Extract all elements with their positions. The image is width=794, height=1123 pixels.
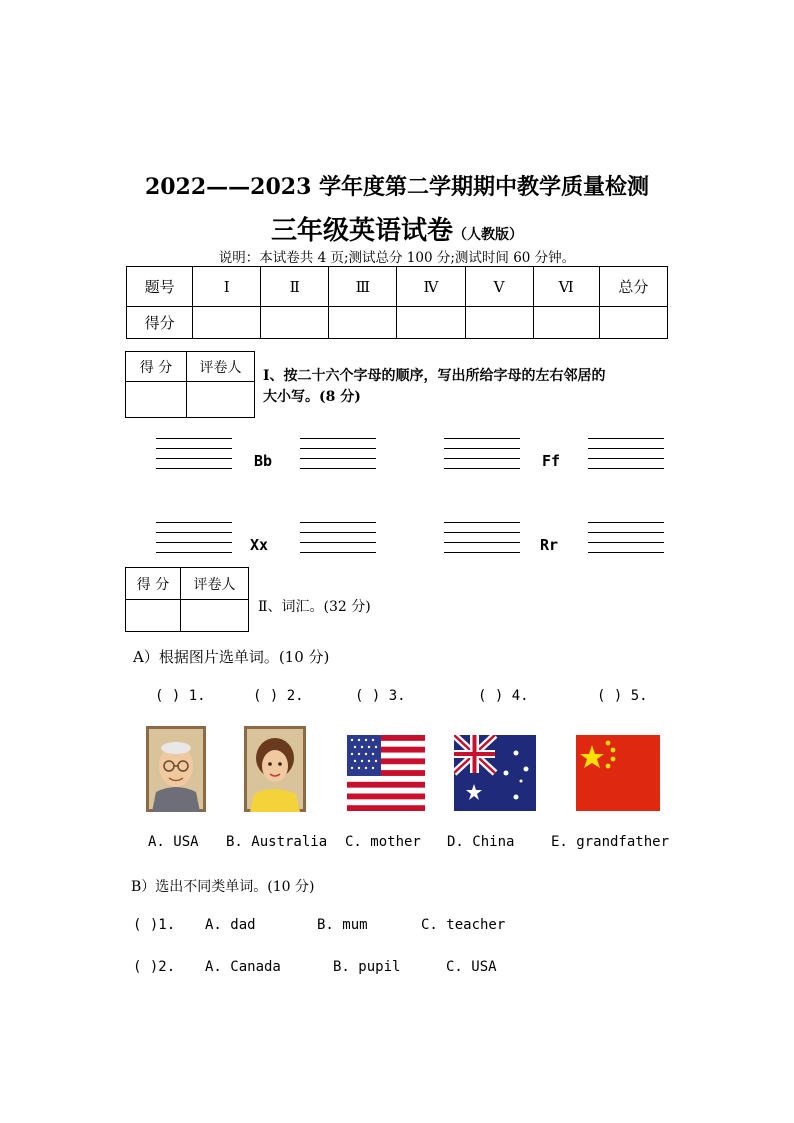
score-table-header-row	[127, 267, 668, 307]
exam-title: 2022——2023 学年度第二学期期中教学质量检测	[144, 174, 650, 200]
grader-score-cell[interactable]	[126, 600, 181, 632]
partB-q1-option-a: A. dad	[205, 917, 256, 933]
score-cell-4: Ⅳ	[397, 267, 465, 307]
letter-rr: Rr	[540, 536, 559, 554]
option-b: B. Australia	[226, 834, 328, 850]
writing-lines-left-bb[interactable]	[156, 438, 232, 472]
letter-ff: Ff	[542, 452, 561, 470]
australia-flag-icon	[454, 735, 536, 811]
letter-xx: Xx	[250, 536, 269, 554]
partB-q1-option-b: B. mum	[317, 917, 368, 933]
answer-blank-2[interactable]: ( ) 2.	[253, 688, 304, 704]
grader-box-1	[125, 351, 255, 418]
section1-title-line1: Ⅰ、按二十六个字母的顺序，写出所给字母的左右邻居的	[263, 368, 606, 384]
writing-lines-left-rr[interactable]	[444, 522, 520, 556]
grader-score-label: 得 分	[126, 568, 181, 600]
option-d: D. China	[447, 834, 515, 850]
writing-lines-right-xx[interactable]	[300, 522, 376, 556]
answer-blank-4[interactable]: ( ) 4.	[478, 688, 529, 704]
grader-box-2	[125, 567, 249, 632]
score-input-3[interactable]	[329, 307, 397, 339]
score-cell-label: 题号	[127, 267, 193, 307]
score-row-label: 得分	[127, 307, 193, 339]
partB-q1-blank[interactable]: ( )1.	[133, 917, 176, 933]
partB-q2-blank[interactable]: ( )2.	[133, 959, 176, 975]
writing-lines-right-ff[interactable]	[588, 438, 664, 472]
letter-bb: Bb	[254, 452, 273, 470]
writing-lines-right-bb[interactable]	[300, 438, 376, 472]
score-cell-total: 总分	[599, 267, 667, 307]
exam-instructions: 说明：本试卷共 4 页;测试总分 100 分;测试时间 60 分钟。	[218, 250, 576, 266]
partB-q2-option-c: C. USA	[446, 959, 497, 975]
section2-title: Ⅱ、词汇。(32 分)	[258, 599, 371, 615]
answer-blank-1[interactable]: ( ) 1.	[155, 688, 206, 704]
grader-score-label: 得 分	[126, 352, 187, 382]
score-input-total[interactable]	[599, 307, 667, 339]
score-table	[126, 266, 668, 339]
grader-name-cell[interactable]	[187, 382, 255, 418]
grader-score-cell[interactable]	[126, 382, 187, 418]
edition-text: （人教版）	[453, 227, 523, 243]
score-input-5[interactable]	[465, 307, 533, 339]
china-flag-icon	[576, 735, 660, 811]
score-input-2[interactable]	[261, 307, 329, 339]
partB-q2-option-a: A. Canada	[205, 959, 281, 975]
answer-blank-3[interactable]: ( ) 3.	[355, 688, 406, 704]
score-cell-2: Ⅱ	[261, 267, 329, 307]
score-table-score-row	[127, 307, 668, 339]
grader-name-label: 评卷人	[181, 568, 249, 600]
writing-lines-left-xx[interactable]	[156, 522, 232, 556]
score-cell-6: Ⅵ	[533, 267, 599, 307]
score-input-6[interactable]	[533, 307, 599, 339]
option-c: C. mother	[345, 834, 421, 850]
grader-name-label: 评卷人	[187, 352, 255, 382]
score-input-1[interactable]	[193, 307, 261, 339]
writing-lines-left-ff[interactable]	[444, 438, 520, 472]
subtitle-text: 三年级英语试卷	[270, 216, 453, 246]
option-a: A. USA	[148, 834, 199, 850]
grader-name-cell[interactable]	[181, 600, 249, 632]
writing-lines-right-rr[interactable]	[588, 522, 664, 556]
answer-blank-5[interactable]: ( ) 5.	[597, 688, 648, 704]
score-cell-5: Ⅴ	[465, 267, 533, 307]
score-cell-3: Ⅲ	[329, 267, 397, 307]
usa-flag-icon	[347, 735, 425, 811]
score-cell-1: Ⅰ	[193, 267, 261, 307]
mother-icon	[244, 726, 306, 812]
score-input-4[interactable]	[397, 307, 465, 339]
partA-title: A）根据图片选单词。(10 分)	[133, 648, 330, 666]
partB-title: B）选出不同类单词。(10 分)	[131, 879, 315, 895]
option-e: E. grandfather	[551, 834, 670, 850]
section1-title-line2: 大小写。(8 分)	[263, 389, 361, 405]
partB-q1-option-c: C. teacher	[421, 917, 506, 933]
partB-q2-option-b: B. pupil	[333, 959, 401, 975]
section1-title	[263, 366, 683, 408]
grandfather-icon	[146, 726, 206, 812]
exam-subtitle	[0, 210, 794, 247]
